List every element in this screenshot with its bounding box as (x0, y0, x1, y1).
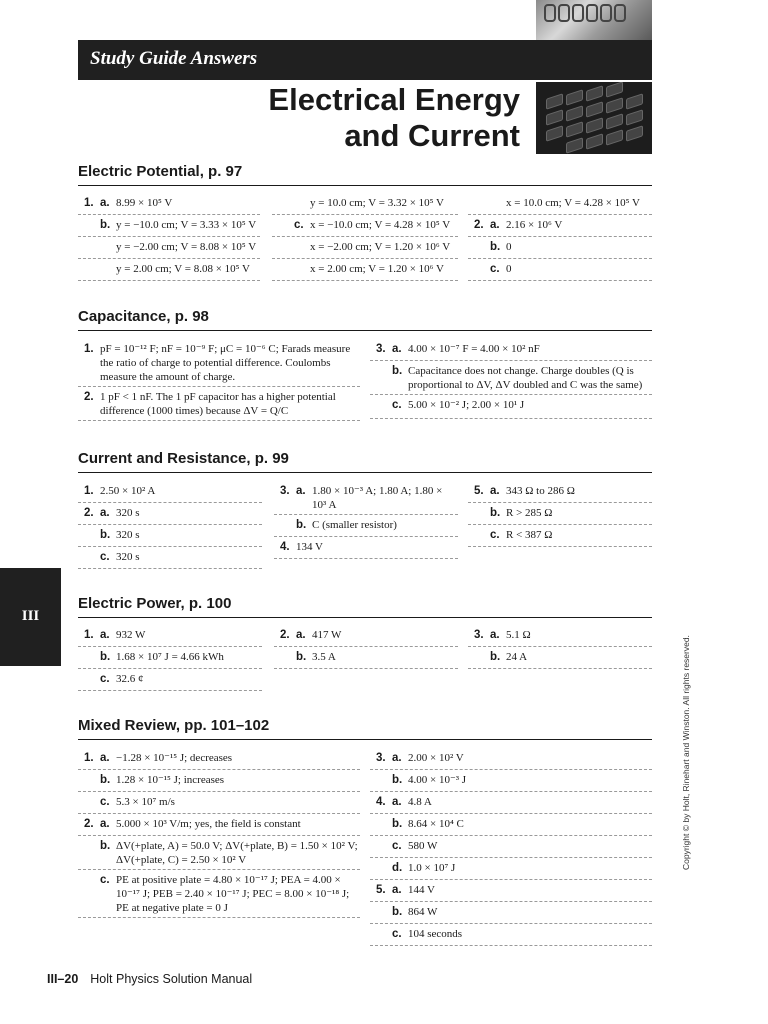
answer-row: c. R < 387 Ω (468, 528, 652, 547)
answer-row: c. 320 s (78, 550, 262, 569)
answer-row: 3. a. 2.00 × 10² V (370, 751, 652, 770)
notebook-photo (536, 0, 652, 40)
answer-row: 2. a. 417 W (274, 628, 458, 647)
answer-row: b. 864 W (370, 905, 652, 924)
answer-row: 2. a. 320 s (78, 506, 262, 525)
answer-row: b. Capacitance does not change. Charge doubles (Q is proportional to ΔV, ΔV doubled and C was the same) (370, 364, 652, 395)
book-title: Holt Physics Solution Manual (90, 972, 253, 986)
answer-row: y = −2.00 cm; V = 8.08 × 10⁵ V (78, 240, 260, 259)
answer-row: b. ΔV(+plate, A) = 50.0 V; ΔV(+plate, B) = 1.50 × 10² V; ΔV(+plate, C) = 2.50 × 10² V (78, 839, 360, 870)
answer-row: 2. a. 2.16 × 10⁶ V (468, 218, 652, 237)
answer-row: 3. a. 5.1 Ω (468, 628, 652, 647)
answer-row: b. y = −10.0 cm; V = 3.33 × 10⁵ V (78, 218, 260, 237)
answer-row: x = 2.00 cm; V = 1.20 × 10⁶ V (272, 262, 458, 281)
section-title-current-resistance: Current and Resistance, p. 99 (78, 450, 652, 473)
answer-row: 1. a. 932 W (78, 628, 262, 647)
answer-row: 1. a. −1.28 × 10⁻¹⁵ J; decreases (78, 751, 360, 770)
answer-row: 2. 1 pF < 1 nF. The 1 pF capacitor has a higher potential difference (1000 times) because ΔV = Q/C (78, 390, 360, 421)
answer-row: b. 0 (468, 240, 652, 259)
answer-row: 3. a. 4.00 × 10⁻⁷ F = 4.00 × 10² nF (370, 342, 652, 361)
answer-row: c. PE at positive plate = 4.80 × 10⁻¹⁷ J; PEA = 4.00 × 10⁻¹⁷ J; PEB = 2.40 × 10⁻¹⁷ J; PEC = 8.00 × 10⁻¹⁸ J; PE at negative plate = 0 J (78, 873, 360, 918)
header-band (78, 40, 652, 80)
spiral-ring-icon (586, 4, 598, 22)
spiral-ring-icon (558, 4, 570, 22)
answer-row: c. 5.3 × 10⁷ m/s (78, 795, 360, 814)
calculator-photo (536, 82, 652, 154)
answer-row: b. 320 s (78, 528, 262, 547)
answer-row: 1. pF = 10⁻¹² F; nF = 10⁻⁹ F; μC = 10⁻⁶ C; Farads measure the ratio of charge to potential difference. Coulombs measure the amount of charge. (78, 342, 360, 387)
answer-row: x = 10.0 cm; V = 4.28 × 10⁵ V (468, 196, 652, 215)
answer-row: 3. a. 1.80 × 10⁻³ A; 1.80 A; 1.80 × 10³ A (274, 484, 458, 515)
answer-row: d. 1.0 × 10⁷ J (370, 861, 652, 880)
copyright-notice: Copyright © by Holt, Rinehart and Winston. All rights reserved. (681, 635, 691, 870)
answer-row: c. 0 (468, 262, 652, 281)
answer-row: c. 5.00 × 10⁻² J; 2.00 × 10¹ J (370, 398, 652, 419)
answer-row: 2. a. 5.000 × 10³ V/m; yes, the field is constant (78, 817, 360, 836)
answer-row: b. 1.28 × 10⁻¹⁵ J; increases (78, 773, 360, 792)
page-number: III–20 (47, 972, 79, 986)
spiral-ring-icon (572, 4, 584, 22)
answer-row: c. 32.6 ¢ (78, 672, 262, 691)
section-title-capacitance: Capacitance, p. 98 (78, 308, 652, 331)
answer-row: c. 104 seconds (370, 927, 652, 946)
header-band-title: Study Guide Answers (90, 48, 258, 69)
answer-row: b. 3.5 A (274, 650, 458, 669)
answer-row: y = 2.00 cm; V = 8.08 × 10⁵ V (78, 262, 260, 281)
answer-row: b. R > 285 Ω (468, 506, 652, 525)
page-footer (47, 972, 252, 986)
answer-row: c. x = −10.0 cm; V = 4.28 × 10⁵ V (272, 218, 458, 237)
spiral-ring-icon (544, 4, 556, 22)
answer-row: 1. a. 8.99 × 10⁵ V (78, 196, 260, 215)
section-title-electric-potential: Electric Potential, p. 97 (78, 163, 652, 186)
page-title: Electrical Energy and Current (268, 82, 520, 153)
section-title-electric-power: Electric Power, p. 100 (78, 595, 652, 618)
answer-row: b. C (smaller resistor) (274, 518, 458, 537)
spiral-ring-icon (614, 4, 626, 22)
answer-row: 4. a. 4.8 A (370, 795, 652, 814)
answer-row: y = 10.0 cm; V = 3.32 × 10⁵ V (272, 196, 458, 215)
spiral-ring-icon (600, 4, 612, 22)
answer-row: b. 24 A (468, 650, 652, 669)
answer-row: b. 1.68 × 10⁷ J = 4.66 kWh (78, 650, 262, 669)
chapter-tab: III (0, 568, 61, 666)
answer-row: 4. 134 V (274, 540, 458, 559)
answer-row: 5. a. 343 Ω to 286 Ω (468, 484, 652, 503)
section-title-mixed-review: Mixed Review, pp. 101–102 (78, 717, 652, 740)
answer-row: 5. a. 144 V (370, 883, 652, 902)
answer-row: c. 580 W (370, 839, 652, 858)
answer-row: b. 8.64 × 10⁴ C (370, 817, 652, 836)
answer-row: 1. 2.50 × 10² A (78, 484, 262, 503)
answer-row: x = −2.00 cm; V = 1.20 × 10⁶ V (272, 240, 458, 259)
answer-row: b. 4.00 × 10⁻³ J (370, 773, 652, 792)
